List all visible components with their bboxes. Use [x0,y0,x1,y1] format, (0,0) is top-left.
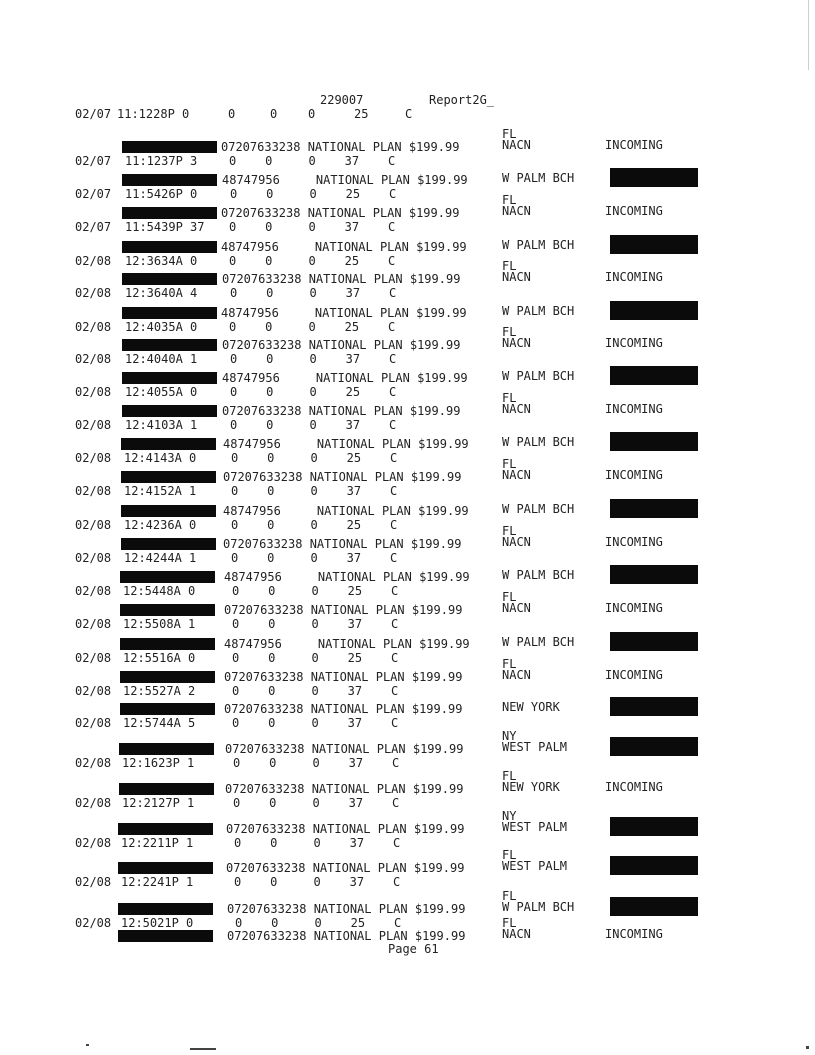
carrier-location: NACN [502,138,531,152]
row-values: 0 0 0 37 C [232,684,399,698]
plan-line: 07207633238 NATIONAL PLAN $199.99 [222,272,461,286]
redaction-bar [610,817,698,836]
state-code: FL [502,259,517,273]
row-date: 02/08 [75,451,112,465]
redaction-bar [121,471,216,483]
redaction-bar [610,301,698,320]
redaction-bar [121,438,216,450]
row-values: 0 0 0 25 C [235,916,402,930]
row-date: 02/08 [75,418,112,432]
redaction-bar [120,571,215,583]
row-time: 12:2127P 1 [122,796,195,810]
state-code: FL [502,848,517,862]
carrier-location: W PALM BCH [502,502,575,516]
row-date: 02/07 [75,220,112,234]
plan-line: 07207633238 NATIONAL PLAN $199.99 [225,742,464,756]
redaction-bar [610,366,698,385]
carrier-location: NACN [502,668,531,682]
row-time: 12:4236A 0 [124,518,197,532]
carrier-location: W PALM BCH [502,635,575,649]
first-row-value: C [405,107,413,121]
row-time: 11:5426P 0 [125,187,198,201]
redaction-bar [122,174,217,186]
carrier-location: NACN [502,535,531,549]
redaction-bar [120,638,215,650]
first-row-value: 25 [354,107,369,121]
redaction-bar [118,930,213,942]
row-time: 12:3634A 0 [125,254,198,268]
row-values: 0 0 0 25 C [231,518,398,532]
redaction-bar [610,737,698,756]
redaction-bar [610,565,698,584]
redaction-bar [610,856,698,875]
row-values: 0 0 0 37 C [234,875,401,889]
row-time: 12:4143A 0 [124,451,197,465]
row-time: 12:5527A 2 [123,684,196,698]
redaction-bar [122,339,217,351]
carrier-location: NACN [502,270,531,284]
row-values: 0 0 0 37 C [233,796,400,810]
carrier-location: W PALM BCH [502,900,575,914]
scan-speck [806,1046,809,1049]
plan-line: 07207633238 NATIONAL PLAN $199.99 [222,338,461,352]
row-date: 02/08 [75,320,112,334]
report-id: 229007 [320,93,364,107]
row-values: 0 0 0 37 C [230,286,397,300]
carrier-location: NEW YORK [502,700,560,714]
plan-line: 07207633238 NATIONAL PLAN $199.99 [224,702,463,716]
row-time: 12:4040A 1 [125,352,198,366]
row-date: 02/08 [75,551,112,565]
row-time: 12:5744A 5 [123,716,196,730]
row-values: 0 0 0 25 C [229,254,396,268]
row-values: 0 0 0 37 C [230,418,397,432]
carrier-location: NACN [502,204,531,218]
redaction-bar [122,241,217,253]
row-values: 0 0 0 25 C [230,187,397,201]
row-values: 0 0 0 37 C [231,484,398,498]
state-code: FL [502,889,517,903]
plan-line: 07207633238 NATIONAL PLAN $199.99 [223,537,462,551]
report-name: Report2G_ [429,93,495,107]
call-direction: INCOMING [605,204,663,218]
state-code: FL [502,457,517,471]
plan-line: 07207633238 NATIONAL PLAN $199.99 [224,670,463,684]
scan-speck [86,1044,89,1046]
call-direction: INCOMING [605,927,663,941]
row-values: 0 0 0 25 C [232,584,399,598]
plan-line: 07207633238 NATIONAL PLAN $199.99 [227,902,466,916]
redaction-bar [118,823,213,835]
plan-line: 48747956 NATIONAL PLAN $199.99 [222,371,468,385]
call-direction: INCOMING [605,535,663,549]
row-time: 12:5516A 0 [123,651,196,665]
carrier-location: NEW YORK [502,780,560,794]
row-date: 02/08 [75,385,112,399]
redaction-bar [119,743,214,755]
plan-line: 48747956 NATIONAL PLAN $199.99 [224,637,470,651]
redaction-bar [122,273,217,285]
row-date: 02/07 [75,154,112,168]
state-code: FL [502,127,517,141]
page-number: Page 61 [388,942,439,956]
first-row-value: 0 [228,107,236,121]
row-time: 12:4103A 1 [125,418,198,432]
row-time: 12:2211P 1 [121,836,194,850]
row-time: 11:5439P 37 [125,220,205,234]
plan-line: 48747956 NATIONAL PLAN $199.99 [224,570,470,584]
redaction-bar [121,538,216,550]
row-time: 12:4055A 0 [125,385,198,399]
row-date: 02/08 [75,916,112,930]
call-direction: INCOMING [605,601,663,615]
row-date: 02/08 [75,651,112,665]
state-code: NY [502,729,517,743]
redaction-bar [610,897,698,916]
plan-line: 07207633238 NATIONAL PLAN $199.99 [221,206,460,220]
plan-line: 07207633238 NATIONAL PLAN $199.99 [221,140,460,154]
redaction-bar [122,372,217,384]
redaction-bar [610,697,698,716]
plan-line: 07207633238 NATIONAL PLAN $199.99 [222,404,461,418]
state-code: FL [502,524,517,538]
row-date: 02/08 [75,584,112,598]
carrier-location: W PALM BCH [502,568,575,582]
redaction-bar [610,168,698,187]
row-values: 0 0 0 37 C [230,352,397,366]
redaction-bar [610,235,698,254]
call-direction: INCOMING [605,402,663,416]
carrier-location: W PALM BCH [502,435,575,449]
row-date: 02/08 [75,518,112,532]
call-direction: INCOMING [605,270,663,284]
row-values: 0 0 0 25 C [231,451,398,465]
plan-line: 48747956 NATIONAL PLAN $199.99 [222,173,468,187]
plan-line: 07207633238 NATIONAL PLAN $199.99 [223,470,462,484]
row-date: 02/08 [75,836,112,850]
state-code: FL [502,916,517,930]
row-time: 12:4152A 1 [124,484,197,498]
row-values: 0 0 0 37 C [232,716,399,730]
state-code: FL [502,391,517,405]
redaction-bar [122,207,217,219]
redaction-bar [118,903,213,915]
state-code: FL [502,769,517,783]
redaction-bar [122,405,217,417]
carrier-location: WEST PALM [502,740,568,754]
row-values: 0 0 0 25 C [232,651,399,665]
scan-speck [190,1048,216,1050]
first-row-date: 02/07 [75,107,112,121]
row-time: 12:2241P 1 [121,875,194,889]
redaction-bar [610,499,698,518]
carrier-location: W PALM BCH [502,369,575,383]
row-values: 0 0 0 25 C [229,320,396,334]
call-direction: INCOMING [605,468,663,482]
row-date: 02/08 [75,796,112,810]
redaction-bar [610,432,698,451]
row-time: 12:3640A 4 [125,286,198,300]
redaction-bar [122,141,217,153]
row-date: 02/08 [75,484,112,498]
row-time: 12:4035A 0 [125,320,198,334]
row-time: 12:5508A 1 [123,617,196,631]
redaction-bar [122,307,217,319]
carrier-location: W PALM BCH [502,171,575,185]
row-date: 02/08 [75,684,112,698]
row-date: 02/08 [75,352,112,366]
state-code: FL [502,657,517,671]
redaction-bar [120,604,215,616]
carrier-location: NACN [502,601,531,615]
row-values: 0 0 0 37 C [229,154,396,168]
redaction-bar [119,783,214,795]
plan-line: 48747956 NATIONAL PLAN $199.99 [223,504,469,518]
row-date: 02/08 [75,286,112,300]
state-code: FL [502,325,517,339]
redaction-bar [118,862,213,874]
state-code: NY [502,809,517,823]
first-row-value: 0 [308,107,316,121]
carrier-location: NACN [502,927,531,941]
row-time: 12:5021P 0 [121,916,194,930]
row-time: 12:5448A 0 [123,584,196,598]
row-date: 02/08 [75,716,112,730]
row-time: 12:4244A 1 [124,551,197,565]
scan-edge-line [808,0,809,70]
row-time: 11:1237P 3 [125,154,198,168]
carrier-location: WEST PALM [502,820,568,834]
redaction-bar [120,703,215,715]
plan-line: 48747956 NATIONAL PLAN $199.99 [223,437,469,451]
state-code: FL [502,193,517,207]
plan-line: 48747956 NATIONAL PLAN $199.99 [221,240,467,254]
plan-line: 07207633238 NATIONAL PLAN $199.99 [226,861,465,875]
row-time: 12:1623P 1 [122,756,195,770]
carrier-location: W PALM BCH [502,238,575,252]
row-values: 0 0 0 25 C [230,385,397,399]
row-values: 0 0 0 37 C [234,836,401,850]
row-values: 0 0 0 37 C [229,220,396,234]
plan-line: 07207633238 NATIONAL PLAN $199.99 [227,929,466,943]
call-direction: INCOMING [605,780,663,794]
row-date: 02/08 [75,254,112,268]
plan-line: 07207633238 NATIONAL PLAN $199.99 [224,603,463,617]
row-date: 02/08 [75,617,112,631]
redaction-bar [121,505,216,517]
carrier-location: NACN [502,468,531,482]
call-direction: INCOMING [605,138,663,152]
plan-line: 07207633238 NATIONAL PLAN $199.99 [225,782,464,796]
call-direction: INCOMING [605,336,663,350]
redaction-bar [120,671,215,683]
redaction-bar [610,632,698,651]
row-values: 0 0 0 37 C [232,617,399,631]
first-row-value: 0 [270,107,278,121]
plan-line: 48747956 NATIONAL PLAN $199.99 [221,306,467,320]
row-values: 0 0 0 37 C [233,756,400,770]
carrier-location: W PALM BCH [502,304,575,318]
row-date: 02/08 [75,875,112,889]
call-direction: INCOMING [605,668,663,682]
carrier-location: NACN [502,336,531,350]
row-values: 0 0 0 37 C [231,551,398,565]
row-date: 02/08 [75,756,112,770]
plan-line: 07207633238 NATIONAL PLAN $199.99 [226,822,465,836]
carrier-location: NACN [502,402,531,416]
carrier-location: WEST PALM [502,859,568,873]
first-row-time: 11:1228P 0 [117,107,190,121]
row-date: 02/07 [75,187,112,201]
state-code: FL [502,590,517,604]
